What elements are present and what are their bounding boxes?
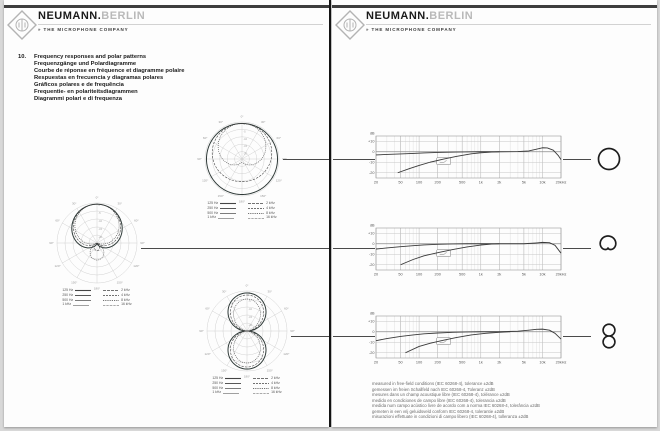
legend-label: 2 kHz [266, 201, 275, 205]
page-top-bar [4, 5, 329, 8]
polar-plot-cardioid [46, 192, 148, 299]
legend-row [62, 294, 91, 298]
legend-row [253, 391, 282, 395]
section-number: 10. [18, 54, 27, 60]
svg-text:60°: 60° [284, 306, 289, 311]
legend-row [103, 294, 132, 298]
neumann-diamond-logo-svg [6, 9, 38, 41]
svg-text:0: 0 [98, 204, 100, 207]
neumann-diamond-logo-icon [334, 9, 366, 46]
svg-text:-10: -10 [369, 340, 375, 345]
svg-text:50: 50 [398, 272, 403, 277]
footnote-line-2: mesures dans un champ acoustique libre (IEC 60268-4), tolérance ±2dB [372, 392, 510, 397]
legend-label: 500 Hz [207, 210, 219, 215]
connector-line-5 [563, 248, 591, 249]
svg-text:5k: 5k [521, 360, 526, 365]
svg-text:1k: 1k [478, 360, 483, 365]
svg-text:60°: 60° [55, 218, 60, 223]
svg-text:dB: dB [369, 223, 375, 228]
cardioid-pattern-icon-svg [592, 232, 624, 264]
svg-text:-10: -10 [369, 252, 375, 257]
brand-tagline: » THE MICROPHONE COMPANY [366, 27, 457, 32]
polar-radial-db-labels [99, 204, 103, 239]
legend-left [62, 289, 91, 307]
legend-label: 250 Hz [62, 292, 74, 297]
svg-text:500: 500 [459, 180, 466, 185]
svg-text:-10: -10 [248, 308, 252, 311]
connector-line-7 [333, 336, 375, 337]
polar-radial-db-labels [249, 292, 253, 327]
brand-name: NEUMANN. [366, 10, 430, 22]
svg-text:50: 50 [398, 360, 403, 365]
svg-text:30°: 30° [260, 120, 266, 125]
svg-text:5k: 5k [521, 180, 526, 185]
svg-text:30°: 30° [117, 201, 123, 206]
svg-text:60°: 60° [202, 135, 208, 140]
svg-text:120°: 120° [133, 263, 140, 268]
legend-label: 250 Hz [207, 205, 219, 210]
polar-plot-svg-figure-8 [196, 280, 298, 382]
heading-line-5: Frequentie- en polariteitsdiagrammen [34, 89, 138, 95]
svg-text:150°: 150° [266, 368, 273, 373]
brand-tagline: » THE MICROPHONE COMPANY [38, 27, 129, 32]
chart-curves [376, 242, 561, 264]
legend-line-sample [73, 304, 89, 307]
svg-text:-20: -20 [98, 236, 102, 239]
legend-label: 8 kHz [121, 297, 130, 302]
legend-left [212, 377, 241, 395]
svg-text:180°: 180° [238, 199, 246, 204]
brand-city: BERLIN [101, 10, 146, 22]
legend-label: 125 Hz [62, 288, 74, 292]
legend-row [248, 207, 277, 211]
legend-row [207, 207, 236, 211]
legend-line-sample [253, 387, 269, 390]
svg-text:120°: 120° [54, 263, 61, 268]
svg-text:90°: 90° [197, 157, 202, 161]
legend-line-sample [75, 289, 91, 292]
polar-plot-figure-8 [196, 280, 298, 387]
svg-text:0: 0 [372, 242, 375, 247]
figure-8-pattern-icon [593, 320, 625, 357]
svg-text:500: 500 [459, 360, 466, 365]
legend-row [207, 216, 236, 220]
svg-text:0°: 0° [245, 283, 249, 288]
svg-text:-20: -20 [369, 351, 375, 356]
svg-text:dB: dB [369, 311, 375, 316]
svg-text:20kHz: 20kHz [555, 180, 567, 185]
legend-line-sample [220, 202, 236, 205]
brand-rule [366, 24, 651, 25]
chart-curves [376, 329, 561, 353]
legend-line-sample [253, 382, 269, 385]
curve-upper-curve [376, 148, 561, 160]
polar-grid [202, 122, 279, 196]
svg-text:5k: 5k [521, 272, 526, 277]
omnidirectional-pattern-icon-svg [593, 143, 625, 175]
connector-line-6 [291, 336, 329, 337]
svg-text:10k: 10k [539, 272, 546, 277]
legend-row [62, 303, 91, 307]
svg-text:200: 200 [434, 180, 441, 185]
legend-row [212, 391, 241, 395]
svg-text:-10: -10 [243, 137, 247, 141]
svg-text:-5: -5 [248, 300, 251, 303]
curve-upper-curve [376, 329, 561, 341]
legend-label: 16 kHz [266, 215, 277, 220]
svg-text:90°: 90° [199, 329, 204, 333]
svg-text:180°: 180° [93, 286, 101, 291]
svg-text:20kHz: 20kHz [555, 272, 567, 277]
svg-text:20kHz: 20kHz [555, 360, 567, 365]
svg-text:200: 200 [434, 272, 441, 277]
legend-line-sample [225, 382, 241, 385]
svg-text:120°: 120° [275, 178, 282, 183]
svg-text:0: 0 [372, 150, 375, 155]
svg-text:-10: -10 [369, 160, 375, 165]
svg-text:180°: 180° [243, 374, 251, 379]
brand-wordmark [38, 10, 145, 22]
svg-text:-15: -15 [98, 228, 102, 231]
legend-label: 1 kHz [212, 390, 222, 395]
brand-wordmark [366, 10, 473, 22]
svg-text:-5: -5 [98, 212, 101, 215]
footnote-line-3: medido en condiciones de campo libre (IEC 60268-4), tolerancia ±2dB [372, 397, 506, 403]
svg-text:120°: 120° [202, 178, 209, 183]
legend-label: 4 kHz [121, 292, 130, 297]
svg-text:150°: 150° [221, 368, 228, 373]
page-gutter-divider [329, 0, 331, 427]
measurement-footnotes [372, 381, 540, 420]
freq-response-chart-figure-8 [364, 310, 568, 373]
svg-text:30°: 30° [71, 201, 77, 206]
svg-text:1k: 1k [478, 272, 483, 277]
legend-right [103, 289, 132, 307]
freq-response-svg [364, 222, 568, 280]
svg-text:0: 0 [243, 123, 245, 126]
legend-line-sample [220, 212, 236, 215]
svg-text:-20: -20 [248, 324, 252, 327]
footnote-line-5: gemeten in een vrij geluidsveld conform IEC 60268-4, tolerantie ±2dB [372, 408, 505, 414]
svg-text:150°: 150° [116, 280, 123, 285]
legend-line-sample [218, 217, 234, 220]
legend-label: 16 kHz [271, 390, 282, 395]
svg-text:-15: -15 [243, 145, 247, 149]
heading-line-4: Gráficos polares e de frequência [34, 82, 124, 88]
legend-label: 2 kHz [271, 376, 280, 380]
section-heading [18, 54, 184, 103]
svg-text:500: 500 [459, 272, 466, 277]
svg-text:100: 100 [415, 360, 423, 365]
svg-text:10k: 10k [539, 180, 546, 185]
svg-text:-20: -20 [369, 171, 375, 176]
legend-left [207, 202, 236, 220]
legend-row [103, 303, 132, 307]
svg-text:2k: 2k [497, 180, 502, 185]
brand-city: BERLIN [429, 10, 474, 22]
brand-rule [38, 24, 323, 25]
footnote-line-1: gemessen im freien Schallfeld nach IEC 60268-4, Toleranz ±2dB [372, 386, 495, 392]
cardioid-pattern-icon [592, 232, 624, 269]
svg-text:100: 100 [415, 272, 423, 277]
legend-line-sample [103, 304, 119, 307]
polar-plot-svg-omnidirectional [194, 111, 290, 207]
svg-text:dB: dB [369, 131, 375, 136]
svg-text:90°: 90° [290, 329, 295, 333]
svg-text:120°: 120° [204, 351, 211, 356]
connector-line-1 [333, 159, 375, 160]
legend-label: 250 Hz [212, 380, 224, 385]
brand-name: NEUMANN. [38, 10, 102, 22]
svg-text:-5: -5 [243, 130, 246, 134]
freq-response-svg [364, 130, 568, 188]
chart-grid [376, 316, 561, 358]
legend-line-sample [223, 392, 239, 395]
svg-text:-20: -20 [243, 152, 247, 156]
legend-right [248, 202, 277, 220]
legend-row [212, 382, 241, 386]
svg-text:50: 50 [398, 180, 403, 185]
legend-line-sample [103, 294, 119, 297]
page-top-bar [332, 5, 657, 8]
svg-text:60°: 60° [134, 218, 139, 223]
svg-text:2k: 2k [497, 272, 502, 277]
svg-text:150°: 150° [217, 193, 224, 198]
legend-label: 8 kHz [271, 385, 280, 390]
svg-text:30°: 30° [267, 289, 273, 294]
svg-text:+10: +10 [368, 231, 375, 236]
svg-text:150°: 150° [71, 280, 78, 285]
legend-label: 4 kHz [271, 380, 280, 385]
svg-text:1k: 1k [478, 180, 483, 185]
footnote-line-4: medida num campo acústico livre de acordo com a norma IEC 60268-4, tolerância ±2dB [372, 403, 540, 408]
footnote-line-6: misurazioni effettuate in condizioni di campo libero (IEC 60268-4), tolleranza ±2dB [372, 414, 529, 419]
svg-text:150°: 150° [260, 193, 267, 198]
heading-line-1: Frequenzgänge und Polardiagramme [34, 61, 137, 67]
svg-text:2k: 2k [497, 360, 502, 365]
legend-line-sample [103, 289, 119, 292]
neumann-diamond-logo-icon [6, 9, 38, 46]
legend-row [248, 216, 277, 220]
svg-text:30°: 30° [221, 289, 227, 294]
legend-label: 16 kHz [121, 302, 132, 307]
svg-text:20: 20 [373, 180, 379, 185]
section-heading-lines [34, 54, 184, 103]
svg-text:200: 200 [434, 360, 441, 365]
legend-label: 1 kHz [207, 215, 217, 220]
svg-text:30°: 30° [218, 120, 224, 125]
heading-line-2: Courbe de réponse en fréquence et diagramme polaire [34, 68, 185, 74]
svg-text:90°: 90° [282, 157, 287, 161]
svg-text:20: 20 [373, 360, 379, 365]
legend-line-sample [248, 207, 264, 210]
legend-label: 125 Hz [207, 201, 219, 205]
legend-label: 2 kHz [121, 288, 130, 292]
legend-line-sample [103, 299, 119, 302]
svg-text:+10: +10 [368, 319, 375, 324]
legend-line-sample [225, 387, 241, 390]
connector-line-4 [333, 248, 375, 249]
heading-line-0: Frequency responses and polar patterns [34, 54, 147, 60]
svg-text:20: 20 [373, 272, 379, 277]
connector-line-2 [563, 159, 591, 160]
legend-line-sample [225, 377, 241, 380]
polar-plot-svg-cardioid [46, 192, 148, 294]
svg-text:0°: 0° [240, 114, 244, 119]
legend-line-sample [253, 392, 269, 395]
heading-line-6: Diagrammi polari e di frequenza [34, 96, 122, 102]
svg-text:60°: 60° [205, 306, 210, 311]
legend-line-sample [75, 294, 91, 297]
freq-response-chart-cardioid [364, 222, 568, 285]
svg-text:-10: -10 [98, 220, 102, 223]
heading-line-3: Respuestas en frecuencia y diagramas polares [34, 75, 164, 81]
legend-line-sample [220, 207, 236, 210]
freq-response-svg [364, 310, 568, 368]
connector-line-3 [141, 248, 329, 249]
polar-plot-omnidirectional [194, 111, 290, 212]
svg-text:120°: 120° [283, 351, 290, 356]
legend-label: 500 Hz [212, 385, 224, 390]
svg-text:90°: 90° [49, 241, 54, 245]
legend-label: 1 kHz [62, 302, 72, 307]
svg-text:0: 0 [248, 292, 250, 295]
legend-line-sample [75, 299, 91, 302]
legend-label: 500 Hz [62, 297, 74, 302]
legend-row [253, 382, 282, 386]
svg-text:90°: 90° [140, 241, 145, 245]
legend-label: 125 Hz [212, 376, 224, 380]
omnidirectional-pattern-icon [593, 143, 625, 180]
legend-line-sample [248, 212, 264, 215]
svg-text:0: 0 [372, 330, 375, 335]
svg-text:0°: 0° [95, 195, 99, 200]
svg-text:-15: -15 [248, 316, 252, 319]
chart-grid [376, 136, 561, 178]
legend-right [253, 377, 282, 395]
legend-line-sample [248, 202, 264, 205]
legend-line-sample [248, 217, 264, 220]
connector-line-8 [563, 336, 591, 337]
svg-text:10k: 10k [539, 360, 546, 365]
legend-line-sample [253, 377, 269, 380]
svg-text:-20: -20 [369, 263, 375, 268]
page-left [4, 0, 329, 427]
footnote-line-0: measured in free-field conditions (IEC 60268-4), tolerance ±2dB [372, 381, 494, 386]
svg-text:+10: +10 [368, 139, 375, 144]
connector-line-0 [283, 159, 329, 160]
legend-label: 8 kHz [266, 210, 275, 215]
freq-response-chart-omnidirectional [364, 130, 568, 193]
svg-text:100: 100 [415, 180, 423, 185]
figure-8-pattern-icon-svg [593, 320, 625, 352]
neumann-diamond-logo-svg [334, 9, 366, 41]
legend-label: 4 kHz [266, 205, 275, 210]
svg-text:60°: 60° [276, 135, 282, 140]
